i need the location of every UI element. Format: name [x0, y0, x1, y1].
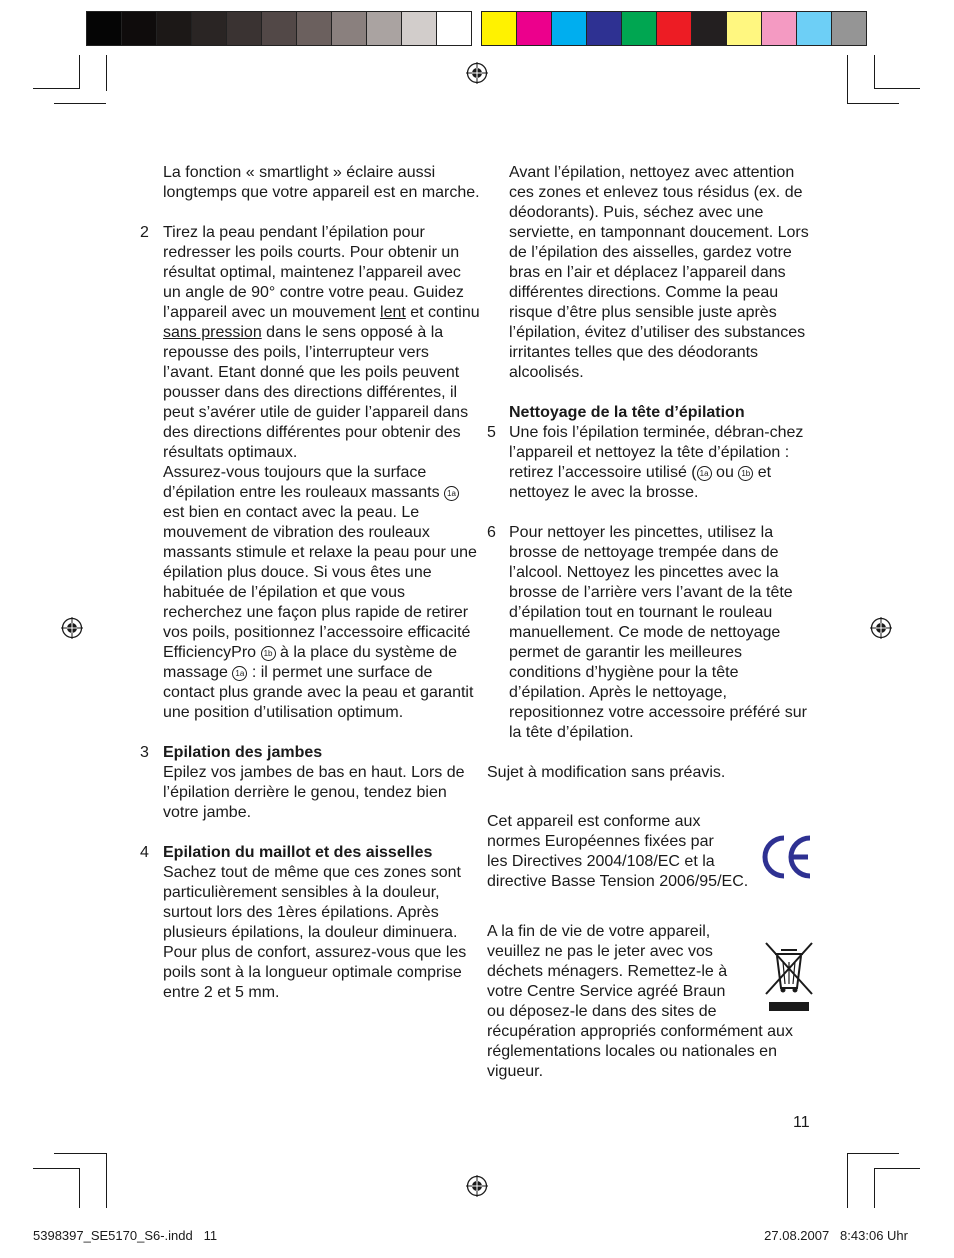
crop-mark [874, 1168, 920, 1169]
crop-mark [106, 55, 107, 91]
section-heading: Nettoyage de la tête d’épilation [509, 404, 745, 421]
color-swatch [797, 12, 832, 45]
gray-swatch [437, 12, 471, 45]
reference-1a-icon: 1a [232, 666, 247, 681]
step-2-massage-text: Assurez-vous toujours que la surface d’épilation entre les rouleaux massants 1a est bien en contact avec la peau. Le mouvement de vibration des rouleaux massants stimule et relaxe la peau pour une épilation plus douce. Si vous êtes une habituée de l’épilation et que vous recherchez une façon plus rapide de retirer vos poils, positionnez l’accessoire efficacité EfficiencyPro 1b à la place du système de massage 1a : il permet une surface de contact plus grande avec la peau et garantit une position d’utilisation optimum. [163, 464, 477, 721]
step-2 [140, 223, 480, 723]
color-swatch [482, 12, 517, 45]
crop-mark [33, 88, 79, 89]
armpit-paragraph: Avant l’épilation, nettoyez avec attention ces zones et enlevez tous résidus (ex. de déodorants). Puis, séchez avec une serviette, en tamponnant doucement. Lors de l’épilation des aisselles, gardez votre bras en l’air et déplacez l’appareil dans différentes directions. Comme la peau risque d’être plus sensible juste après l’épilation, évitez d’utiliser des substances irritantes telles que des déodorants alcoolisés. [509, 164, 809, 381]
reference-1b-icon: 1b [261, 646, 276, 661]
step-5-text: Une fois l’épilation terminée, débran-chez l’appareil et nettoyez la tête d’épilation : retirez l’accessoire utilisé ( 1a ou 1b et nettoyez le avec la brosse. [509, 424, 804, 501]
step-3 [140, 743, 480, 823]
step-2-text: Tirez la peau pendant l’épilation pour redresser les poils courts. Pour obtenir un résultat optimal, maintenez l’appareil avec un angle de 90° contre votre peau. Guidez l’appareil avec un mouvement lent et continu sans pression dans le sens opposé à la repousse des poils, l’interrupteur vers l’avant. Etant donné que les poils peuvent pousser dans des directions différentes, il peut s’avérer utile de guider l’appareil dans des directions différentes pour obtenir des résultats optimaux. [163, 224, 480, 461]
crop-mark [79, 1168, 80, 1208]
registration-mark-icon [61, 617, 83, 639]
weee-disposal-text: A la fin de vie de votre appareil, veuillez ne pas le jeter avec vos déchets ménagers. Remettez-le à votre Centre Service agréé Braun ou déposez-le dans des sites de récupération appropriés conformément aux réglementations locales ou nationales en vigueur. [487, 923, 793, 1080]
step-number: 5 [487, 424, 496, 441]
gray-swatch [157, 12, 192, 45]
crop-mark [847, 55, 848, 103]
color-calibration-bar [481, 11, 867, 46]
step-number: 3 [140, 744, 149, 761]
gray-swatch [227, 12, 262, 45]
footer-timestamp: 27.08.2007 8:43:06 Uhr [764, 1228, 908, 1243]
color-swatch [552, 12, 587, 45]
registration-mark-icon [466, 1175, 488, 1197]
section-heading: Epilation du maillot et des aisselles [163, 844, 433, 861]
ce-mark-icon [760, 834, 814, 880]
step-6 [487, 523, 817, 743]
crop-mark [874, 55, 875, 89]
gray-swatch [192, 12, 227, 45]
crop-mark [847, 1153, 848, 1208]
section-heading: Epilation des jambes [163, 744, 323, 761]
color-swatch [832, 12, 866, 45]
crop-mark [847, 103, 899, 104]
color-swatch [517, 12, 552, 45]
crop-mark [847, 1153, 899, 1154]
color-swatch [587, 12, 622, 45]
gray-swatch [297, 12, 332, 45]
registration-mark-icon [466, 62, 488, 84]
crossed-out-bin-icon [765, 942, 813, 1012]
footer-file-info: 5398397_SE5170_S6-.indd 11 [33, 1228, 218, 1243]
step-number: 6 [487, 524, 496, 541]
subject-to-change: Sujet à modification sans préavis. [487, 764, 726, 781]
crop-mark [874, 88, 920, 89]
crop-mark [79, 55, 80, 89]
color-swatch [762, 12, 797, 45]
page-number: 11 [793, 1114, 810, 1131]
grayscale-calibration-bar [86, 11, 472, 46]
step-5 [487, 423, 817, 503]
registration-mark-icon [870, 617, 892, 639]
step-6-text: Pour nettoyer les pincettes, utilisez la brosse de nettoyage trempée dans de l’alcool. Nettoyez les pincettes avec la brosse de l’arrière vers l’avant de la tête d’épilation tout en tournant le rouleau manuellement. Ce mode de nettoyage permet de garantir les meilleures conditions d’hygiène pour la tête d’épilation. Après le nettoyage, repositionnez votre accessoire préféré sur la tête d’épilation. [509, 524, 807, 741]
gray-swatch [367, 12, 402, 45]
left-column [140, 163, 480, 1003]
smartlight-paragraph: La fonction « smartlight » éclaire aussi longtemps que votre appareil est en marche. [163, 164, 480, 201]
gray-swatch [87, 12, 122, 45]
reference-1a-icon: 1a [697, 466, 712, 481]
step-number: 4 [140, 844, 149, 861]
ce-compliance-text: Cet appareil est conforme aux normes Européennes fixées par les Directives 2004/108/EC et la directive Basse Tension 2006/95/EC. [487, 813, 749, 890]
reference-1a-icon: 1a [444, 486, 459, 501]
gray-swatch [122, 12, 157, 45]
gray-swatch [402, 12, 437, 45]
step-3-text: Epilez vos jambes de bas en haut. Lors de l’épilation derrière le genou, tendez bien votre jambe. [163, 764, 465, 821]
step-4-text: Sachez tout de même que ces zones sont particulièrement sensibles à la douleur, surtout lors des 1ères épilations. Après plusieurs épilations, la douleur diminuera. Pour plus de confort, assurez-vous que les poils sont à la longueur optimale comprise entre 2 et 5 mm. [163, 864, 467, 1001]
crop-mark [874, 1168, 875, 1208]
crop-mark [106, 1153, 107, 1208]
color-swatch [692, 12, 727, 45]
color-swatch [727, 12, 762, 45]
crop-mark [33, 1168, 79, 1169]
step-4 [140, 843, 480, 1003]
color-swatch [622, 12, 657, 45]
step-number: 2 [140, 224, 149, 241]
gray-swatch [262, 12, 297, 45]
crop-mark [54, 103, 106, 104]
crop-mark [54, 1153, 106, 1154]
color-swatch [657, 12, 692, 45]
reference-1b-icon: 1b [738, 466, 753, 481]
gray-swatch [332, 12, 367, 45]
